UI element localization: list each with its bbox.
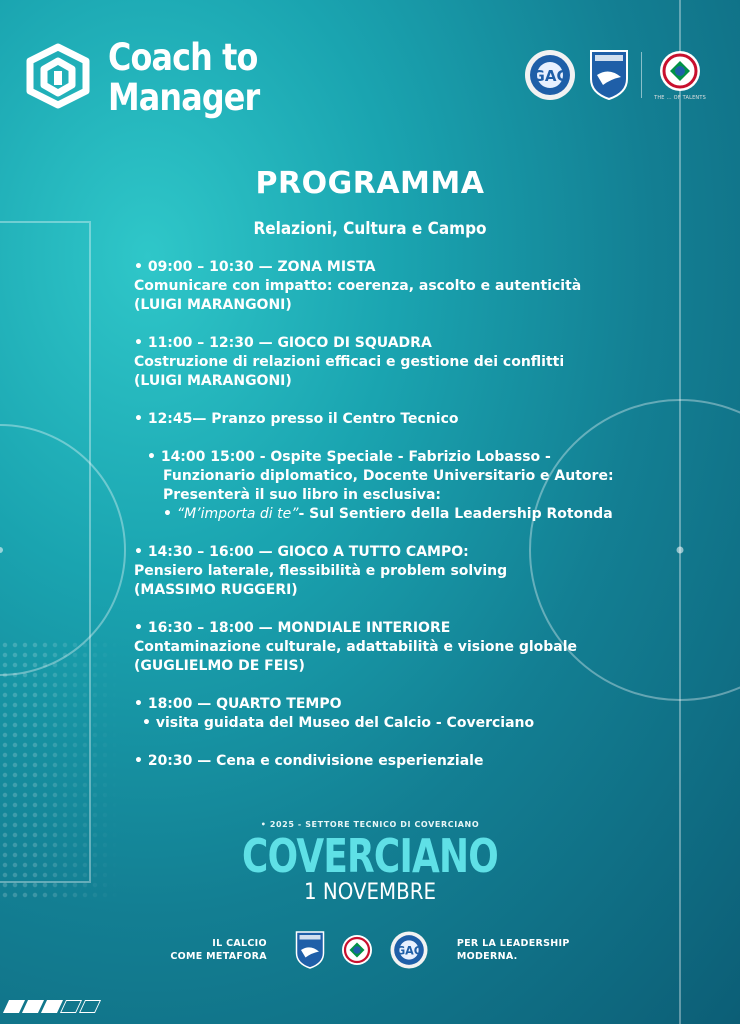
event-date-block — [0, 820, 740, 905]
decorative-stripes-icon — [6, 1000, 98, 1013]
item-description: Comunicare con impatto: coerenza, ascolto e autenticità — [134, 278, 582, 294]
brand-header — [22, 38, 284, 118]
event-date: 1 NOVEMBRE — [304, 880, 436, 905]
coach-to-manager-logo-icon — [22, 41, 94, 115]
item-description: Funzionario diplomatico, Docente Universitario e Autore: — [163, 468, 614, 484]
book-title: “M’importa di te” — [176, 506, 299, 522]
stripe-outline — [79, 1000, 101, 1013]
program-item-gioco-a-tutto-campo — [134, 543, 694, 600]
pescara-crest — [589, 49, 629, 101]
item-heading: • 11:00 – 12:30 — GIOCO DI SQUADRA — [134, 335, 432, 351]
gac-crest-icon — [523, 48, 577, 102]
page-subtitle: Relazioni, Cultura e Campo — [253, 219, 487, 239]
tagline-right: PER LA LEADERSHIP MODERNA. — [456, 938, 570, 962]
logo-separator — [641, 52, 642, 98]
item-description: Pensiero laterale, flessibilità e problem solving — [134, 563, 508, 579]
tagline-left: IL CALCIO COME METAFORA — [170, 938, 267, 962]
academy-crest-icon — [656, 49, 704, 93]
program-item-ospite-speciale — [134, 448, 694, 524]
brand-title: Coach to Manager — [108, 36, 260, 119]
pescara-crest-icon — [589, 49, 629, 101]
item-heading: • 14:30 – 16:00 — GIOCO A TUTTO CAMPO: — [134, 544, 469, 560]
program-item-gioco-di-squadra — [134, 334, 694, 391]
item-speaker: (MASSIMO RUGGERI) — [134, 582, 298, 598]
item-heading: • 09:00 – 10:30 — ZONA MISTA — [134, 259, 376, 275]
partner-logos-top — [523, 48, 706, 102]
program-item-quarto-tempo — [134, 695, 694, 733]
gac-crest — [523, 48, 577, 102]
item-speaker: (LUIGI MARANGONI) — [134, 297, 292, 313]
item-heading: • 14:00 15:00 - Ospite Speciale - Fabrizio Lobasso - — [147, 449, 551, 465]
program-item-pranzo — [134, 410, 694, 429]
svg-text:GAC: GAC — [395, 944, 422, 958]
program-heading — [0, 166, 740, 239]
item-heading: • 16:30 – 18:00 — MONDIALE INTERIORE — [134, 620, 451, 636]
book-subtitle: - Sul Sentiero della Leadership Rotonda — [298, 506, 613, 522]
gac-crest-icon — [389, 930, 429, 970]
item-subpoint: • visita guidata del Museo del Calcio - Coverciano — [142, 715, 535, 731]
book-bullet: • — [163, 506, 172, 522]
book-line — [147, 505, 694, 524]
svg-text:GAC: GAC — [532, 67, 568, 85]
pescara-crest-icon — [295, 930, 325, 970]
item-description: Costruzione di relazioni efficaci e gestione dei conflitti — [134, 354, 565, 370]
page-title: PROGRAMMA — [255, 166, 485, 201]
program-list — [134, 258, 694, 790]
academy-crest-icon — [339, 932, 375, 968]
bottom-partner-bar — [0, 930, 740, 970]
item-speaker: (LUIGI MARANGONI) — [134, 373, 292, 389]
event-place: COVERCIANO — [242, 829, 498, 883]
academy-crest — [654, 49, 706, 101]
program-item-cena — [134, 752, 694, 771]
program-item-mondiale-interiore — [134, 619, 694, 676]
item-heading: • 18:00 — QUARTO TEMPO — [134, 696, 342, 712]
item-speaker: (GUGLIELMO DE FEIS) — [134, 658, 305, 674]
item-description: Contaminazione culturale, adattabilità e visione globale — [134, 639, 578, 655]
item-heading: • 12:45— Pranzo presso il Centro Tecnico — [134, 411, 459, 427]
item-heading: • 20:30 — Cena e condivisione esperienziale — [134, 753, 484, 769]
academy-caption: THE ... OF TALENTS — [654, 95, 706, 101]
program-item-zona-mista — [134, 258, 694, 315]
event-caption: • 2025 - SETTORE TECNICO DI COVERCIANO — [260, 820, 480, 829]
item-description-2: Presenterà il suo libro in esclusiva: — [163, 487, 441, 503]
